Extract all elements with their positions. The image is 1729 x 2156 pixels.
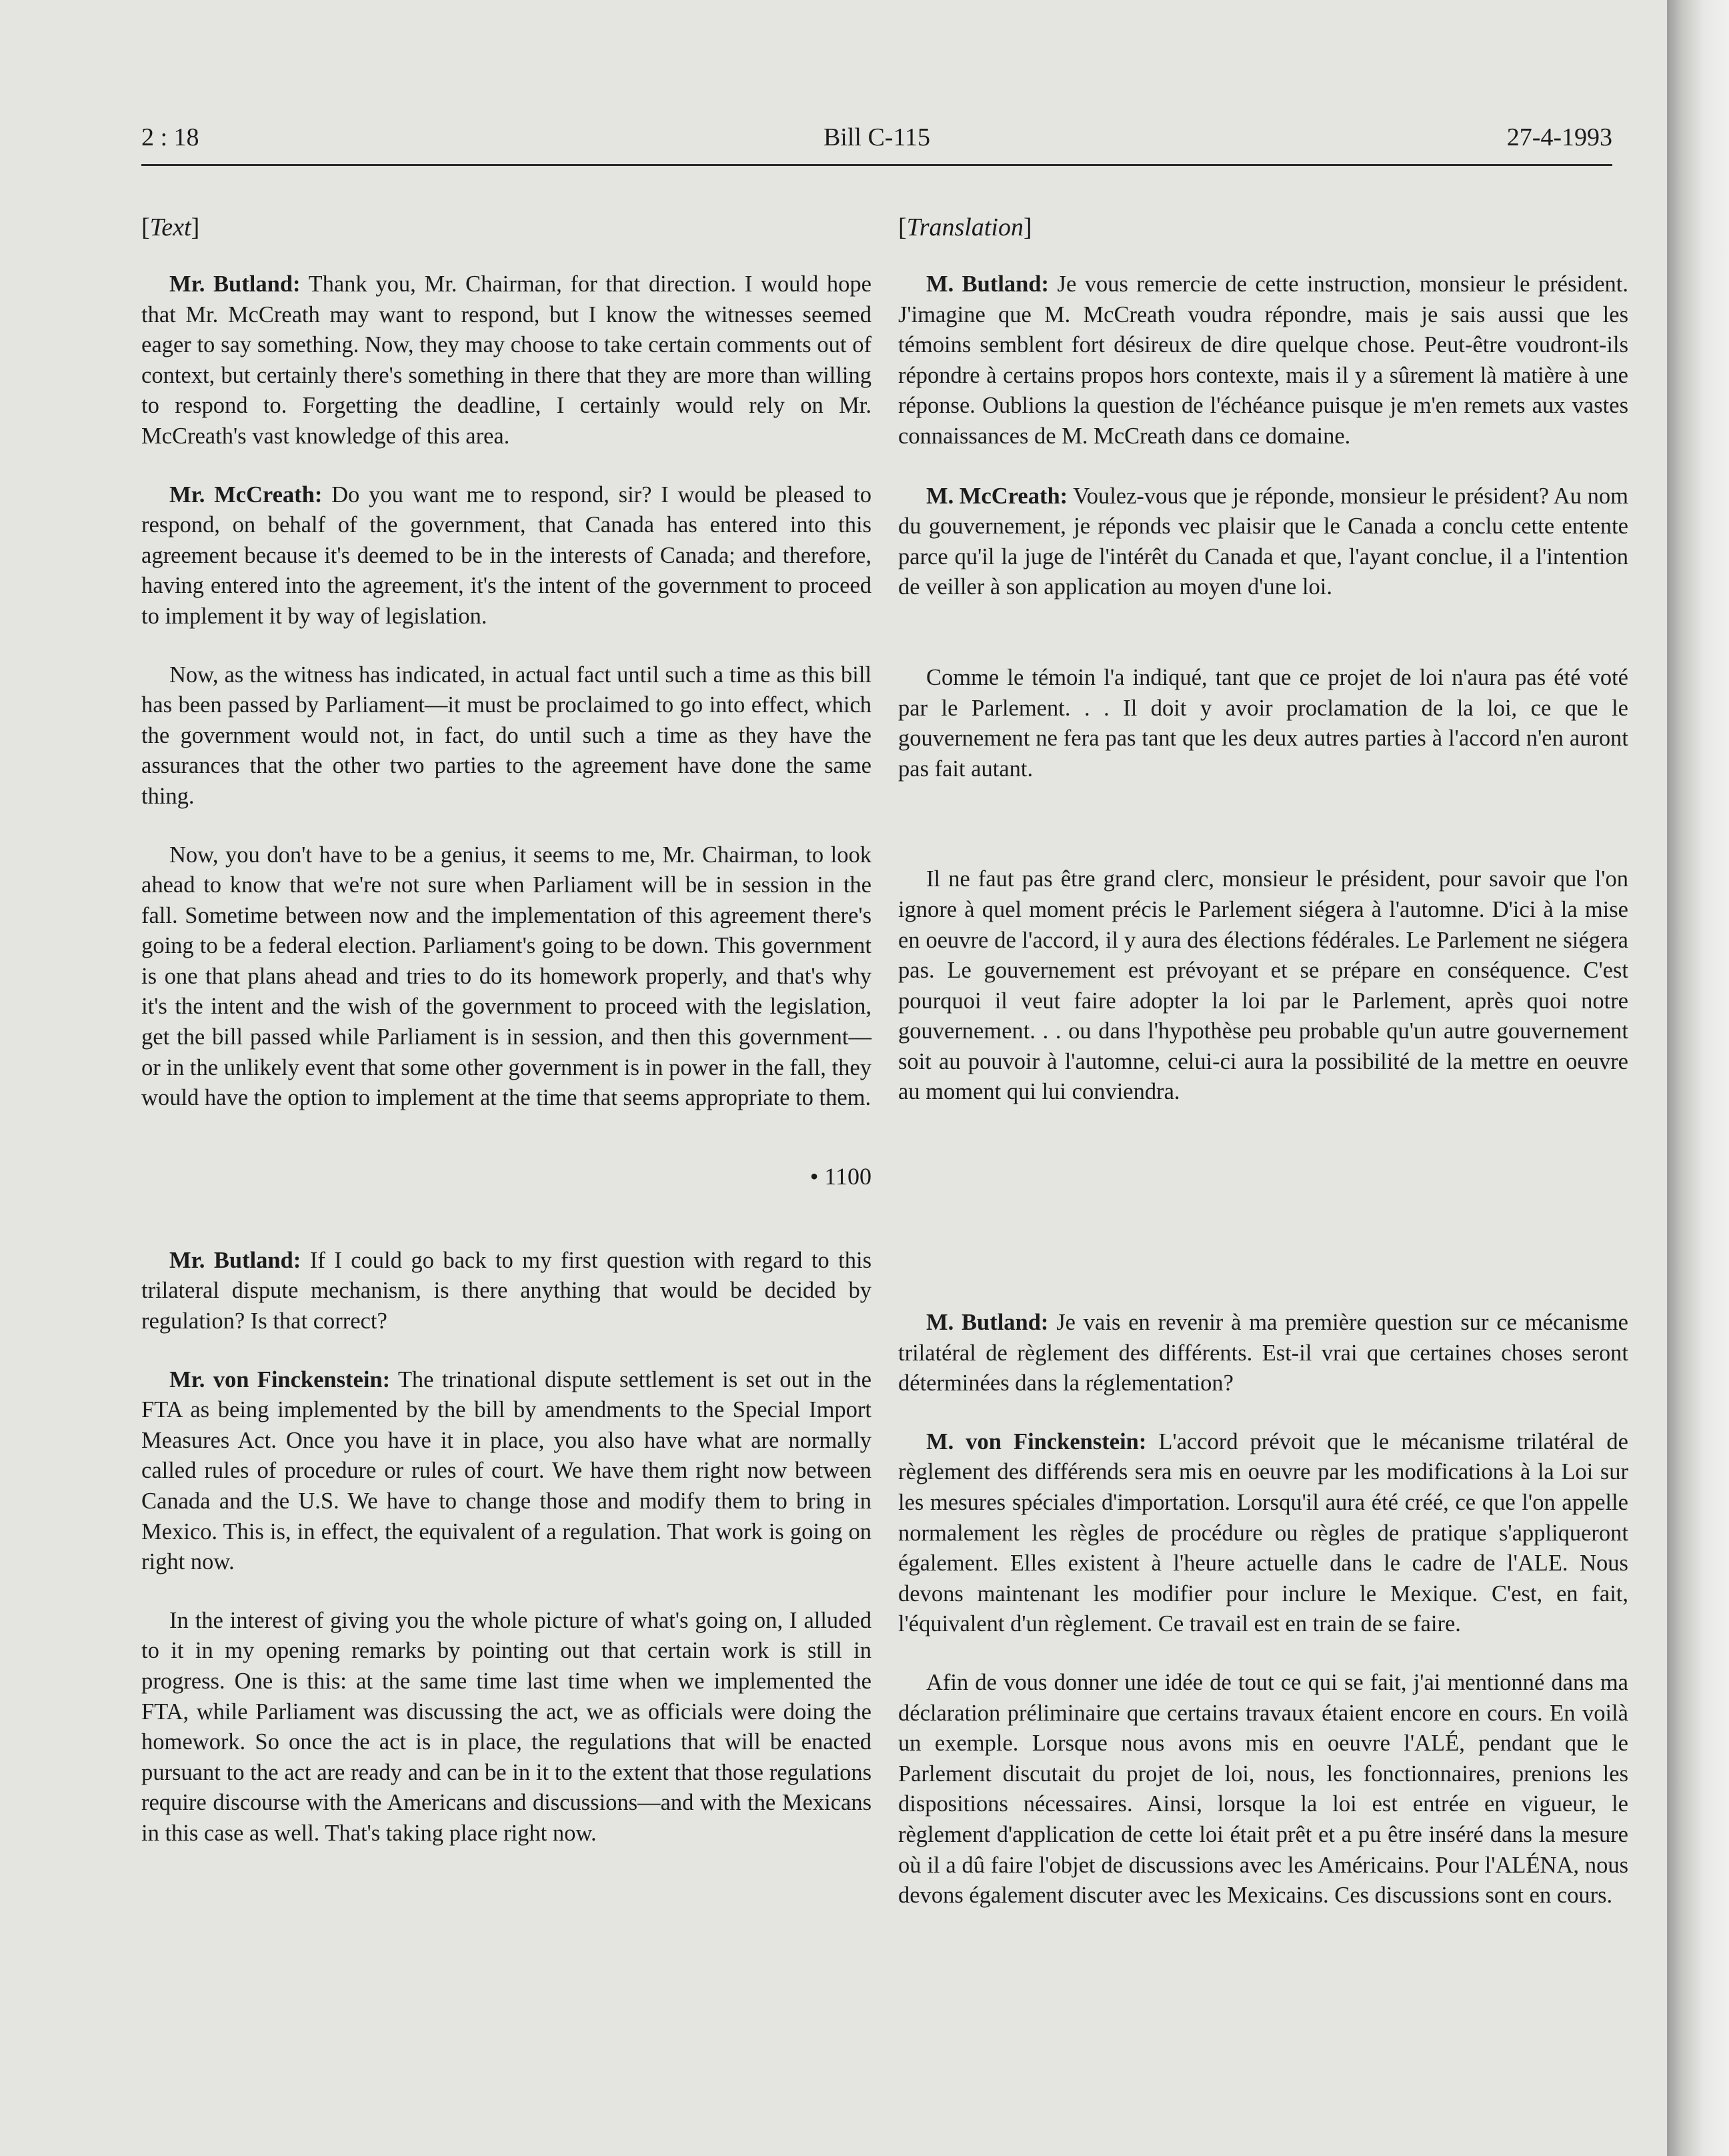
speaker-name: Mr. Butland: <box>169 271 301 297</box>
page-edge <box>1667 0 1729 2156</box>
english-column <box>141 211 872 2098</box>
paragraph: In the interest of giving you the whole picture of what's going on, I alluded to it in my opening remarks by pointing out that certain work is still in progress. One is this: at the same time last time when we implemented the FTA, while Parliament was discussing the act, we as officials were doing the homework. So once the act is in place, the regulations that will be enacted pursuant to the act are ready and can be in it to the extent that those regulations require discourse with the Americans and discussions—and with the Mexicans in this case as well. That's taking place right now. <box>141 1607 872 1846</box>
header-rule <box>141 164 1612 166</box>
paragraph: Now, as the witness has indicated, in actual fact until such a time as this bill has been passed by Parliament—it must be proclaimed to go into effect, which the government would not, in fact, do until such a time as they have the assurances that the other two parties to the agreement have done the same thing. <box>141 662 872 809</box>
bill-title: Bill C-115 <box>823 123 931 151</box>
speaker-name: Mr. Butland: <box>169 1247 301 1273</box>
page-header <box>141 123 1612 163</box>
speaker-name: M. Butland: <box>926 1310 1049 1336</box>
paragraph: Mr. Butland: Thank you, Mr. Chairman, for that direction. I would hope that Mr. McCreath may want to respond, but I know the witnesses seemed eager to say something. Now, they may choose to take certain comments out of context, but certainly there's something in there that they are more than willing to respond to. Forgetting the deadline, I certainly would rely on Mr. McCreath's vast knowledge of this area. <box>141 271 872 449</box>
paragraph: Comme le témoin l'a indiqué, tant que ce projet de loi n'aura pas été voté par le Parlement. . . Il doit y avoir proclamation de la loi, ce que le gouvernement ne fera pas tant que les deux autres parties à l'accord n'en auront pas fait autant. <box>898 664 1628 782</box>
french-label: [Translation] <box>898 213 1032 241</box>
paragraph: Il ne faut pas être grand clerc, monsieur le président, pour savoir que l'on ignore à quel moment précis le Parlement siégera à l'automne. D'ici à la mise en oeuvre de l'accord, il y aura des élections fédérales. Le Parlement ne siégera pas. Le gouvernement est prévoyant et se prépare en conséquence. C'est pourquoi il veut faire adopter la loi par le Parlement, après quoi notre gouvernement. . . ou dans l'hypothèse peu probable qu'un autre gouvernement soit au pouvoir à l'automne, celui-ci aura la possibilité de la mettre en oeuvre au moment qui lui conviendra. <box>898 866 1628 1105</box>
speaker-name: Mr. McCreath: <box>169 481 323 507</box>
paragraph: M. Butland: Je vais en revenir à ma première question sur ce mécanisme trilatéral de règlement des différents. Est-il vrai que certaines choses seront déterminées dans la réglementation? <box>898 1310 1628 1396</box>
speaker-name: M. McCreath: <box>926 483 1068 509</box>
paragraph: Mr. Butland: If I could go back to my first question with regard to this trilateral dispute mechanism, is there anything that would be decided by regulation? Is that correct? <box>141 1247 872 1334</box>
paragraph: Afin de vous donner une idée de tout ce qui se fait, j'ai mentionné dans ma déclaration préliminaire que certains travaux étaient encore en cours. En voilà un exemple. Lorsque nous avons mis en oeuvre l'ALÉ, pendant que le Parlement discutait du projet de loi, nous, les fonctionnaires, prenions les dispositions nécessaires. Ainsi, lorsque la loi est entrée en vigueur, le règlement d'application de cette loi était prêt et a pu être inséré dans la mesure où il a dû faire l'objet de discussions avec les Américains. Pour l'ALÉNA, nous devons également discuter avec les Mexicains. Ces discussions sont en cours. <box>898 1670 1628 1909</box>
speaker-name: Mr. von Finckenstein: <box>169 1366 391 1392</box>
paragraph: M. von Finckenstein: L'accord prévoit que le mécanisme trilatéral de règlement des différends sera mis en oeuvre par les modifications à la Loi sur les mesures spéciales d'importation. Lorsqu'il aura été créé, ce que l'on appelle normalement les règles de procédure ou règles de pratique s'appliqueront également. Elles existent à l'heure actuelle dans le cadre de l'ALE. Nous devons maintenant les modifier pour inclure le Mexique. C'est, en fait, l'équivalent d'un règlement. Ce travail est en train de se faire. <box>898 1428 1628 1637</box>
paragraph: Mr. McCreath: Do you want me to respond, sir? I would be pleased to respond, on behalf of the government, that Canada has entered into this agreement because it's deemed to be in the interests of Canada; and therefore, having entered into the agreement, it's the intent of the government to proceed to implement it by way of legislation. <box>141 481 872 629</box>
french-column <box>898 211 1628 2098</box>
english-label: [Text] <box>141 213 200 241</box>
paragraph: Now, you don't have to be a genius, it seems to me, Mr. Chairman, to look ahead to know that we're not sure when Parliament will be in session in the fall. Sometime between now and the implementation of this agreement there's going to be a federal election. Parliament's going to be down. This government is one that plans ahead and tries to do its homework properly, and that's why it's the intent and the wish of the government to proceed with the legislation, get the bill passed while Parliament is in session, and then this government—or in the unlikely event that some other government is in power in the fall, they would have the option to implement at the time that seems appropriate to them. <box>141 842 872 1111</box>
speaker-name: M. Butland: <box>926 271 1050 297</box>
paragraph: M. Butland: Je vous remercie de cette instruction, monsieur le président. J'imagine que M. McCreath voudra répondre, mais je sais aussi que les témoins semblent fort désireux de dire quelque chose. Peut-être voudront-ils répondre à certains propos hors contexte, mais il y a sûrement là matière à une réponse. Oublions la question de l'échéance puisque je m'en remets aux vastes connaissances de M. McCreath dans ce domaine. <box>898 271 1629 449</box>
time-marker: • 1100 <box>809 1162 872 1190</box>
speaker-name: M. von Finckenstein: <box>926 1428 1147 1454</box>
paragraph: Mr. von Finckenstein: The trinational dispute settlement is set out in the FTA as being implemented by the bill by amendments to the Special Import Measures Act. Once you have it in place, you also have what are normally called rules of procedure or rules of court. We have them right now between Canada and the U.S. We have to change those and modify them to bring in Mexico. This is, in effect, the equivalent of a regulation. That work is going on right now. <box>141 1366 872 1575</box>
page-date: 27-4-1993 <box>1506 123 1612 151</box>
paragraph: M. McCreath: Voulez-vous que je réponde, monsieur le président? Au nom du gouvernement, je réponds vec plaisir que le Canada a conclu cette entente parce qu'il la juge de l'intérêt du Canada et que, l'ayant conclue, il a l'intention de veiller à son application au moyen d'une loi. <box>898 483 1628 600</box>
page-number: 2 : 18 <box>141 123 199 151</box>
